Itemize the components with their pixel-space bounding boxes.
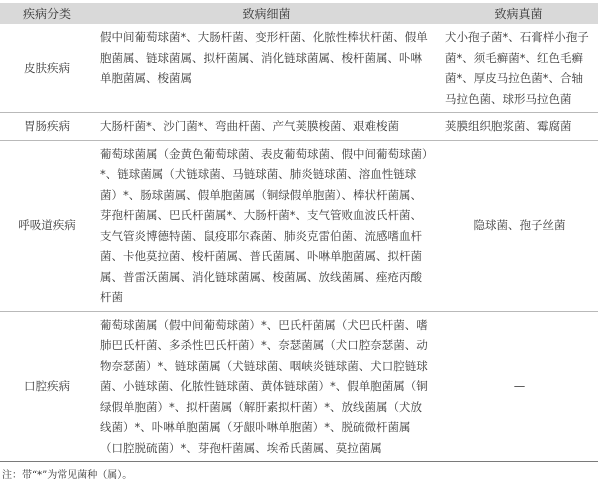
table-header-row bbox=[0, 3, 598, 24]
header-bacteria: 致病细菌 bbox=[242, 7, 291, 21]
row-fungi: 犬小孢子菌*、石膏样小孢子菌*、须毛癣菌*、红色毛癣菌*、厚皮马拉色菌*、合轴马拉色菌、球形马拉色菌 bbox=[445, 30, 589, 106]
row-fungi: 隐球菌、孢子丝菌 bbox=[473, 218, 566, 233]
row-fungi: — bbox=[513, 379, 526, 393]
row-category: 口腔疾病 bbox=[24, 379, 70, 393]
row-bacteria: 葡萄球菌属（金黄色葡萄球菌、表皮葡萄球菌、假中间葡萄球菌）*、链球菌属（犬链球菌、马链球菌、肺炎链球菌、溶血性链球菌）*、肠球菌属、假单胞菌属（铜绿假单胞菌）、棒状杆菌属、芽孢杆菌属、巴氏杆菌属*、大肠杆菌*、支气管败血波氏杆菌、支气管炎博德特菌、鼠疫耶尔森菌、肺炎克雷伯菌、流感嗜血杆菌、卡他莫拉菌、梭杆菌属、普氏菌属、卟啉单胞菌属、拟杆菌属、普雷沃菌属、消化链球菌属、梭菌属、放线菌属、痤疮丙酸杆菌 bbox=[100, 146, 428, 304]
table-row bbox=[0, 24, 598, 113]
table-row bbox=[0, 311, 598, 462]
row-bacteria: 假中间葡萄球菌*、大肠杆菌、变形杆菌、化脓性棒状杆菌、假单胞菌属、链球菌属、拟杆菌属、消化链球菌属、梭杆菌属、卟啉单胞菌属、梭菌属 bbox=[100, 30, 428, 85]
pathogen-table bbox=[0, 3, 598, 462]
row-bacteria: 葡萄球菌属（假中间葡萄球菌）*、巴氏杆菌属（犬巴氏杆菌、嗜肺巴氏杆菌、多杀性巴氏杆菌）*、奈瑟菌属（犬口腔奈瑟菌、动物奈瑟菌）*、链球菌属（犬链球菌、咽峡炎链球菌、犬口腔链球菌、小链球菌、化脓性链球菌、黄体链球菌）*、假单胞菌属（铜绿假单胞菌）*、拟杆菌属（解肝素拟杆菌）*、放线菌属（犬放线菌）*、卟啉单胞菌属（牙龈卟啉单胞菌）*、脱硫微杆菌属（口腔脱硫菌）*、芽孢杆菌属、埃希氏菌属、莫拉菌属 bbox=[100, 317, 428, 455]
table-row bbox=[0, 140, 598, 311]
row-bacteria: 大肠杆菌*、沙门菌*、弯曲杆菌、产气荚膜梭菌、艰难梭菌 bbox=[100, 119, 399, 133]
row-category: 胃肠疾病 bbox=[24, 119, 70, 133]
header-fungi: 致病真菌 bbox=[494, 7, 543, 21]
table-row bbox=[0, 113, 598, 141]
row-category: 皮肤疾病 bbox=[24, 60, 70, 75]
header-category: 疾病分类 bbox=[22, 7, 71, 21]
row-category: 呼吸道疾病 bbox=[18, 218, 76, 233]
table-footnote: 注：带“*”为常见菌种（属）。 bbox=[2, 470, 133, 481]
row-fungi: 荚膜组织胞浆菌、霉腐菌 bbox=[445, 119, 572, 133]
